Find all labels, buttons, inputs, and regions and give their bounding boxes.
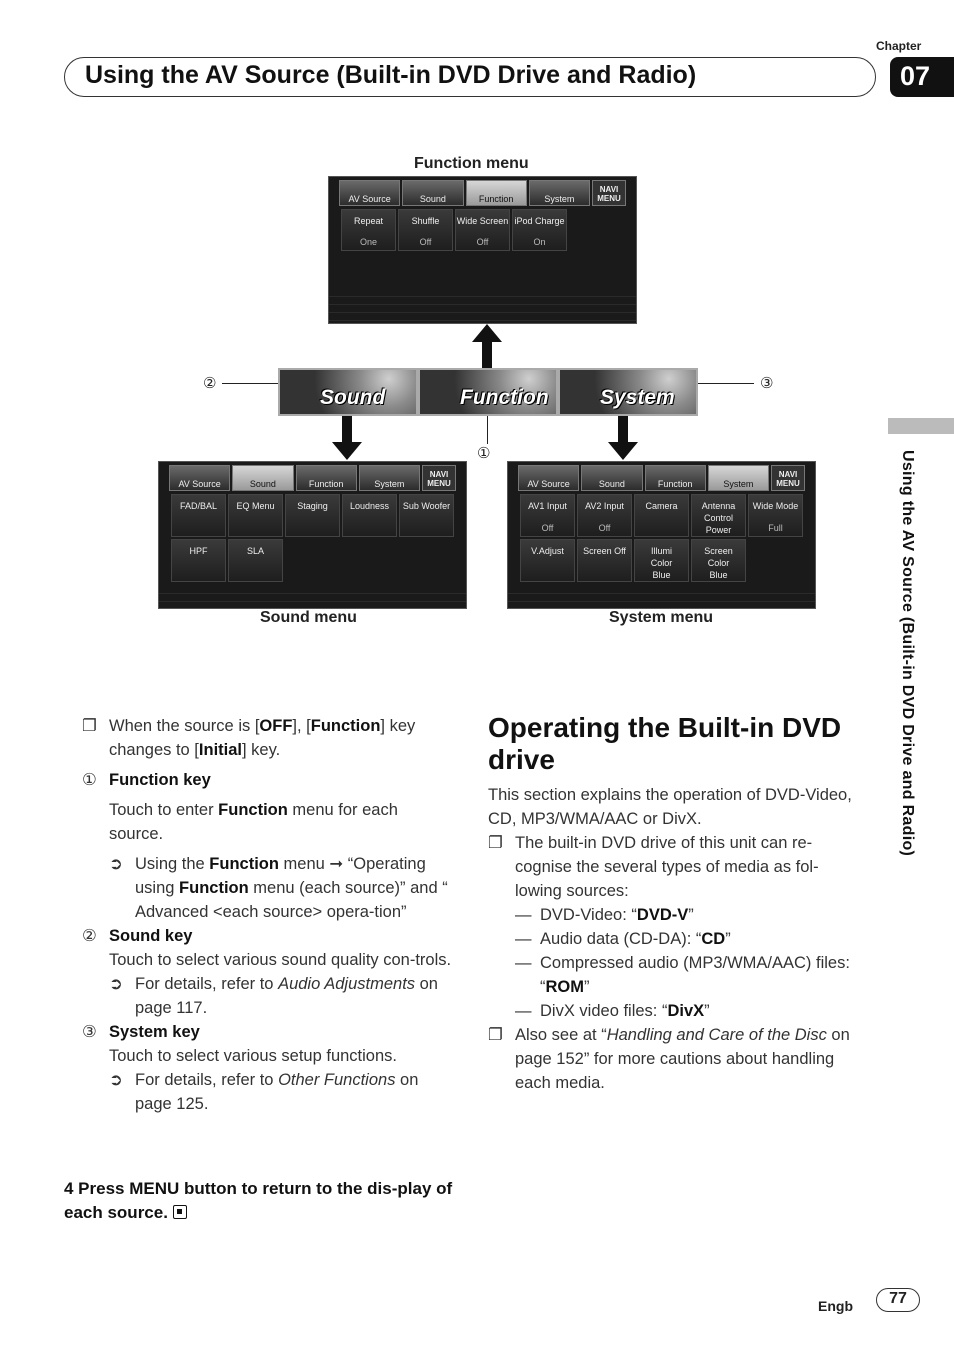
function-menu-caption: Function menu (414, 155, 529, 172)
tab-system[interactable]: System (359, 465, 420, 491)
source-item (488, 927, 864, 951)
tab-function[interactable]: Function (645, 465, 706, 491)
chapter-label: Chapter (876, 39, 922, 53)
staging-button[interactable]: Staging (285, 494, 340, 537)
text-bold: Function (209, 855, 279, 873)
item-system-key (82, 1020, 454, 1044)
text: Compressed audio (MP3/WMA/AAC) files: “ (540, 954, 850, 996)
tab-av-source[interactable]: AV Source (518, 465, 579, 491)
sla-button[interactable]: SLA (228, 539, 283, 582)
arrow-up-icon (472, 324, 502, 368)
function-screen-tabs (339, 180, 626, 206)
cell-value: Off (598, 523, 611, 533)
tab-function[interactable]: Function (296, 465, 357, 491)
camera-button[interactable]: Camera (634, 494, 689, 537)
text: ” (725, 930, 731, 948)
item-description: Touch to select various setup functions. (109, 1047, 397, 1065)
v-adjust-button[interactable]: V.Adjust (520, 539, 575, 582)
cell-label: iPod Charge (514, 216, 565, 226)
side-tab-marker (888, 418, 954, 434)
text-bold: Function (179, 879, 249, 897)
footer-language: Engb (818, 1298, 853, 1314)
arrow-down-icon (608, 416, 638, 460)
cell-value: Off (476, 237, 489, 247)
callout-2: ② (203, 375, 217, 392)
tab-system[interactable]: System (708, 465, 769, 491)
text-italic: Audio Adjustments (278, 975, 416, 993)
text: ] key changes to [ (109, 717, 416, 759)
right-column (488, 783, 864, 1095)
text-bold: DVD-V (636, 906, 689, 924)
cell-label: Shuffle (411, 216, 440, 226)
sound-menu-screen (158, 461, 467, 609)
sound-menu-caption: Sound menu (260, 609, 357, 626)
note-handling (488, 1023, 864, 1095)
text: ” (704, 1002, 710, 1020)
side-tab-text: Using the AV Source (Built-in DVD Drive and Radio) (899, 450, 916, 857)
arrow-reference-icon: ➲ (109, 855, 123, 873)
text-bold: OFF (259, 717, 293, 735)
eq-menu-button[interactable]: EQ Menu (228, 494, 283, 537)
navi-menu-button[interactable]: NAVI MENU (592, 180, 626, 206)
text: ] key. (242, 741, 281, 759)
cell-label: Wide Screen (456, 216, 509, 226)
dash: — (515, 930, 532, 948)
arrow-down-icon (332, 416, 362, 460)
cross-reference (82, 972, 454, 1020)
text: Using the (135, 855, 210, 873)
text: Audio data (CD-DA): “ (540, 930, 702, 948)
text: menu (each source)” and “ Advanced <each source> opera-tion” (135, 879, 448, 921)
tab-av-source[interactable]: AV Source (339, 180, 400, 206)
system-menu-screen (507, 461, 816, 609)
cell-value: Off (541, 523, 554, 533)
cell-value: On (533, 237, 546, 247)
section-heading: Operating the Built-in DVD drive (488, 712, 842, 775)
text-italic: Handling and Care of the Disc (606, 1026, 827, 1044)
text: menu ➞ “Operating using (135, 855, 426, 897)
cell-label: Wide Mode (752, 501, 799, 511)
source-item (488, 999, 864, 1023)
text: on page 125. (135, 1071, 419, 1113)
chapter-number: 07 (890, 57, 954, 97)
cell-label: AV2 Input (585, 501, 624, 511)
item-function-key (82, 768, 454, 792)
end-mark-icon (173, 1205, 187, 1219)
text: For details, refer to (135, 1071, 279, 1089)
text: DivX video files: “ (540, 1002, 668, 1020)
system-key[interactable]: System (558, 368, 698, 416)
step-text: 4 Press MENU button to return to the dis-play of each source. (64, 1179, 453, 1222)
item-title: Function key (109, 771, 211, 789)
illumi-color-button[interactable]: Illumi Color Blue (634, 539, 689, 582)
text: ], [ (292, 717, 311, 735)
tab-sound[interactable]: Sound (232, 465, 293, 491)
text: Also see at “ (515, 1026, 607, 1044)
cell-label: AV1 Input (528, 501, 567, 511)
item-number: ② (82, 927, 97, 945)
fad-bal-button[interactable]: FAD/BAL (171, 494, 226, 537)
arrow-reference-icon: ➲ (109, 975, 123, 993)
item-sound-key (82, 924, 454, 948)
cross-reference (82, 1068, 454, 1116)
text-bold: ROM (545, 978, 584, 996)
dash: — (515, 1002, 532, 1020)
text: Touch to enter (109, 801, 219, 819)
wide-screen-button[interactable] (455, 209, 510, 251)
note-box-icon: ❐ (82, 717, 97, 735)
item-title: System key (109, 1023, 200, 1041)
tab-sound[interactable]: Sound (402, 180, 463, 206)
cell-value: Off (419, 237, 432, 247)
source-item (488, 951, 864, 999)
loudness-button[interactable]: Loudness (342, 494, 397, 537)
cell-value: Full (768, 523, 783, 533)
item-title: Sound key (109, 927, 193, 945)
repeat-button[interactable] (341, 209, 396, 251)
screen-background (508, 586, 815, 608)
text-bold: Initial (198, 741, 242, 759)
arrow-reference-icon: ➲ (109, 1071, 123, 1089)
note-box-icon: ❐ (488, 834, 503, 852)
note-media-types (488, 831, 864, 903)
text-bold: Function (310, 717, 381, 735)
hpf-button[interactable]: HPF (171, 539, 226, 582)
text: For details, refer to (135, 975, 279, 993)
page-number: 77 (876, 1288, 920, 1312)
page-title: Using the AV Source (Built-in DVD Drive and Radio) (64, 57, 876, 97)
text: on page 152” for more cautions about handling each media. (515, 1026, 850, 1092)
av1-input-button[interactable] (520, 494, 575, 537)
cell-label: Repeat (353, 216, 384, 226)
cell-value: One (359, 237, 377, 247)
text-italic: Other Functions (278, 1071, 396, 1089)
wide-mode-button[interactable] (748, 494, 803, 537)
callout-3: ③ (760, 375, 774, 392)
shuffle-button[interactable] (398, 209, 453, 251)
section-intro: This section explains the operation of DVD-Video, CD, MP3/WMA/AAC or DivX. (488, 786, 852, 828)
step-4 (64, 1177, 464, 1225)
source-key-bar (278, 368, 698, 416)
ipod-charge-button[interactable] (512, 209, 567, 251)
screen-color-button[interactable]: Screen Color Blue (691, 539, 746, 582)
antenna-control-power-button[interactable]: Antenna Control Power (691, 494, 746, 537)
sub-woofer-button[interactable]: Sub Woofer (399, 494, 454, 537)
screen-off-button[interactable]: Screen Off (577, 539, 632, 582)
screen-background (329, 289, 636, 323)
item-description (82, 798, 454, 846)
callout-1: ① (477, 445, 491, 462)
text: DVD-Video: “ (540, 906, 637, 924)
function-key[interactable]: Function (418, 368, 558, 416)
text-bold: CD (701, 930, 726, 948)
cross-reference (82, 852, 454, 924)
dash: — (515, 906, 532, 924)
tab-function[interactable]: Function (466, 180, 527, 206)
text: on page 117. (135, 975, 438, 1017)
sound-key[interactable]: Sound (278, 368, 418, 416)
tab-system[interactable]: System (529, 180, 590, 206)
left-column (82, 714, 454, 1116)
text: When the source is [ (109, 717, 260, 735)
tab-sound[interactable]: Sound (581, 465, 642, 491)
navi-menu-button[interactable]: NAVI MENU (422, 465, 456, 491)
text: menu for each source. (109, 801, 398, 843)
screen-background (159, 586, 466, 608)
item-number: ① (82, 771, 97, 789)
text-bold: Function (218, 801, 288, 819)
av2-input-button[interactable] (577, 494, 632, 537)
text: ” (688, 906, 694, 924)
item-description: Touch to select various sound quality con-trols. (109, 951, 452, 969)
dash: — (515, 954, 532, 972)
navi-menu-button[interactable]: NAVI MENU (771, 465, 805, 491)
text-bold: DivX (667, 1002, 705, 1020)
leader-line (487, 416, 488, 444)
tab-av-source[interactable]: AV Source (169, 465, 230, 491)
system-menu-caption: System menu (609, 609, 714, 626)
item-number: ③ (82, 1023, 97, 1041)
function-menu-screen (328, 176, 637, 324)
note-initial-key (82, 714, 454, 762)
text: ” (584, 978, 590, 996)
source-item (488, 903, 864, 927)
note-box-icon: ❐ (488, 1026, 503, 1044)
text: The built-in DVD drive of this unit can re-cognise the several types of media as fol-lowing sources: (515, 834, 819, 900)
